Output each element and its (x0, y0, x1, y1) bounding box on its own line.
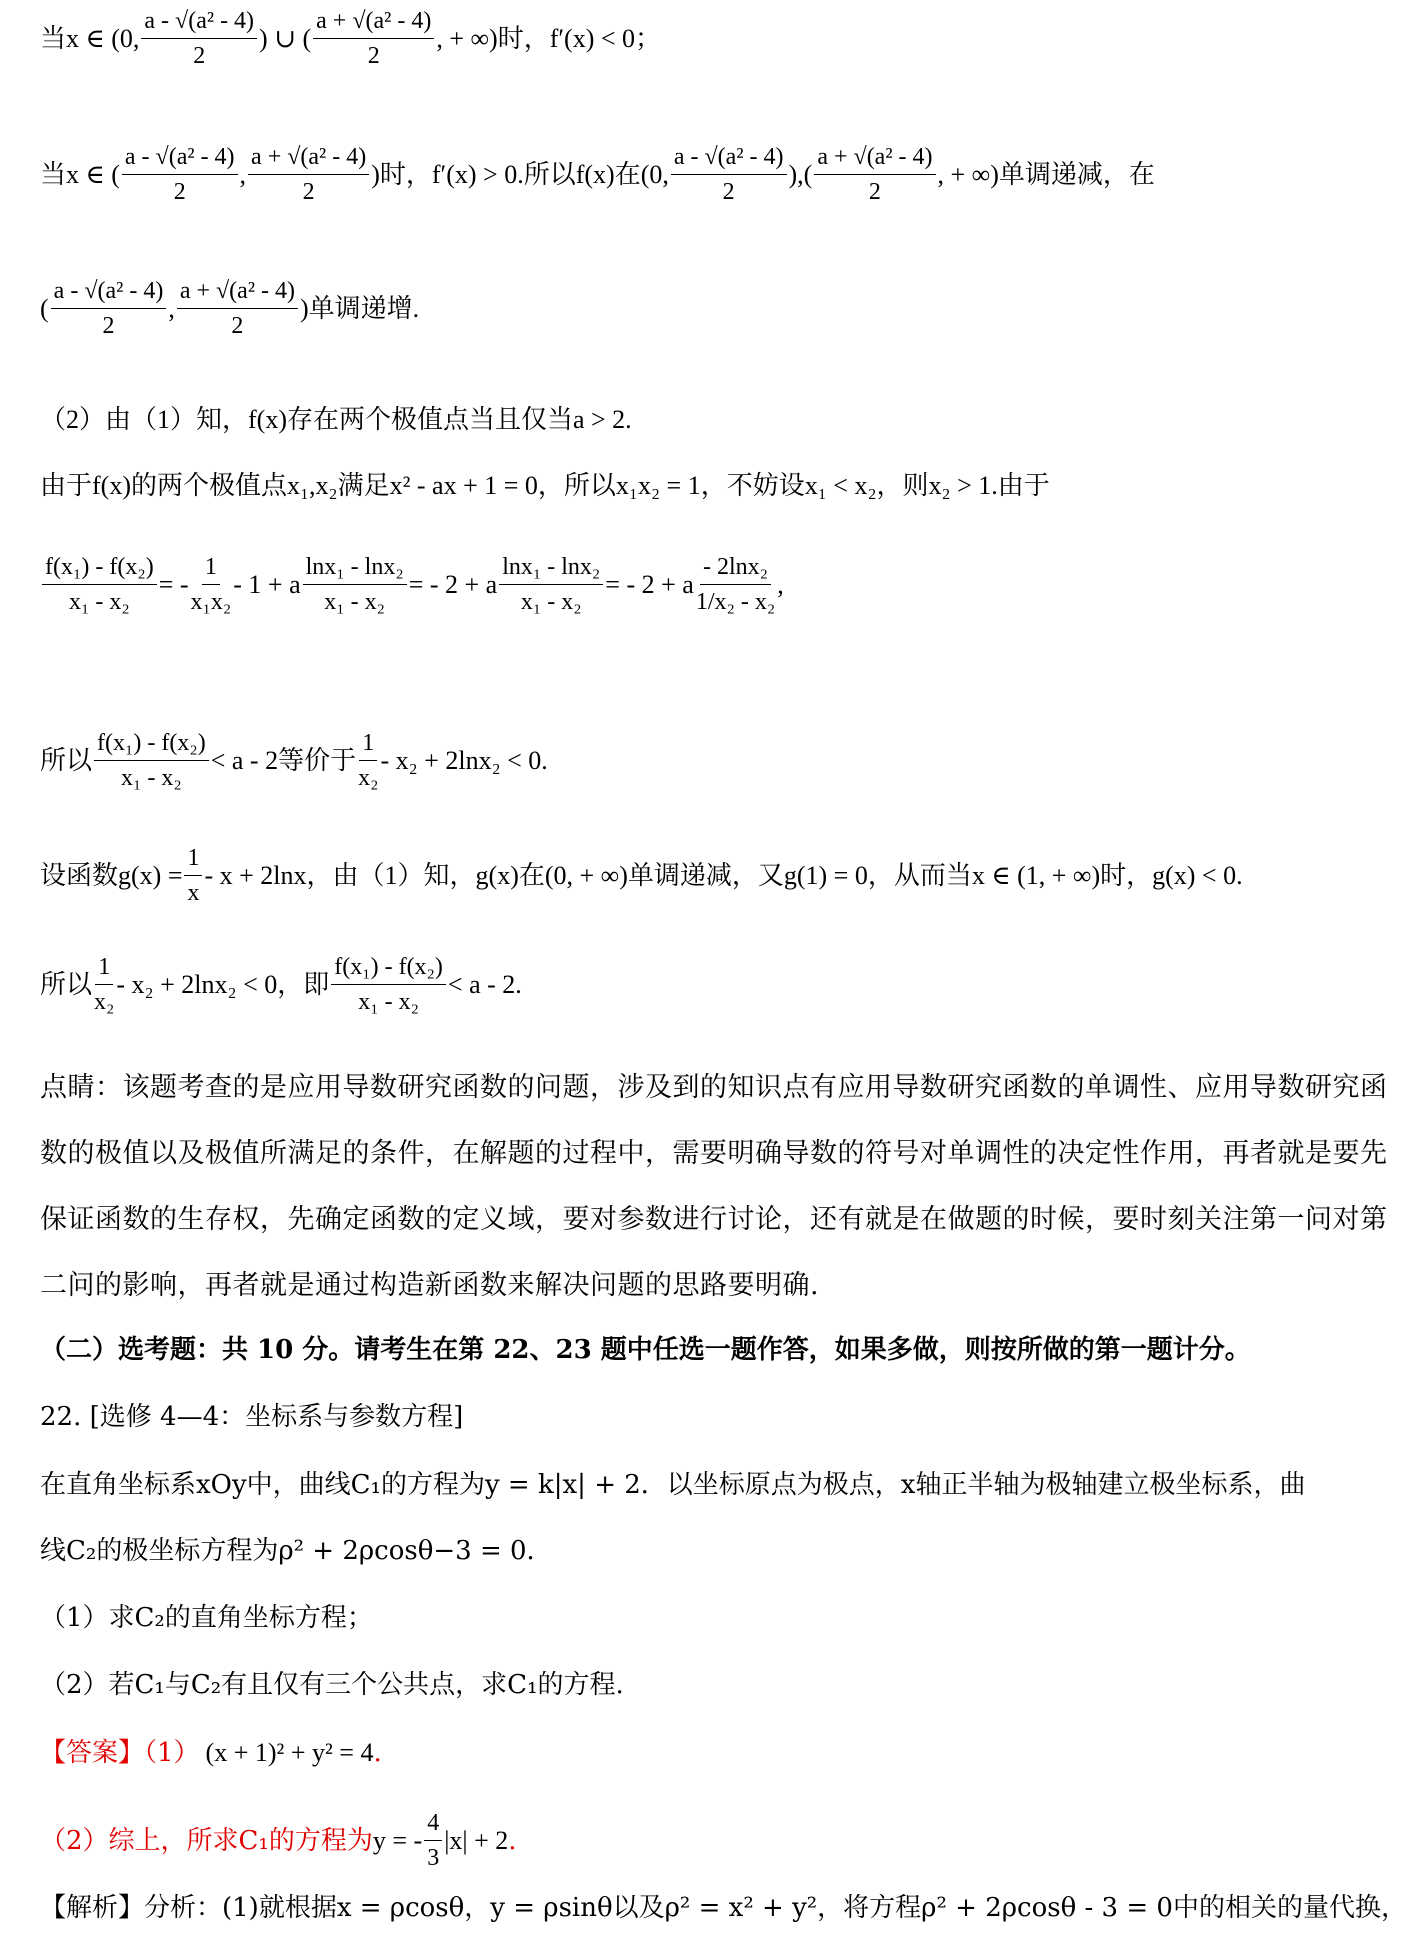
fraction-denominator: 2 (231, 313, 244, 339)
fraction-numerator: lnx₁ - lnx₂ (303, 552, 407, 585)
text: 线C₂的极坐标方程为ρ² + 2ρcosθ−3 = 0． (40, 1536, 553, 1566)
fraction (94, 952, 114, 1017)
fraction-denominator: x₂ (94, 989, 115, 1015)
answer-label: 【答案】（1） (40, 1738, 200, 1768)
text: . (508, 1825, 517, 1856)
question-title (40, 1400, 463, 1434)
fraction-numerator: a - √(a² - 4) (671, 142, 787, 175)
fraction (94, 728, 209, 793)
text: 在直角坐标系xOy中，曲线C₁的方程为y = k|x| + 2．以坐标原点为极点，x轴正半轴为极轴建立极坐标系，曲 (40, 1470, 1306, 1500)
text: （二）选考题：共 10 分。请考生在第 22、23 题中任选一题作答，如果多做，则按所做的第一题计分。 (40, 1335, 1251, 1365)
fraction-numerator: lnx₁ - lnx₂ (499, 552, 603, 585)
fraction-numerator: a + √(a² - 4) (248, 142, 369, 175)
fraction-numerator: 1 (202, 552, 220, 585)
fraction-numerator: 1 (184, 843, 202, 876)
fraction (671, 142, 787, 207)
fraction-denominator: 2 (302, 179, 315, 205)
line-09 (40, 952, 522, 1017)
text: 【解析】分析：(1)就根据x = ρcosθ，y = ρsinθ以及ρ² = x² + y²，将方程ρ² + 2ρcosθ - 3 = 0中的相关的量代换， (40, 1893, 1407, 1923)
line-03 (40, 276, 419, 341)
text: = - 2 + a (605, 569, 694, 599)
fraction (184, 843, 202, 908)
line-04 (40, 403, 632, 437)
text: （2）若C₁与C₂有且仅有三个公共点，求C₁的方程. (40, 1670, 624, 1700)
line-06 (40, 552, 784, 617)
fraction-numerator: 4 (424, 1808, 442, 1841)
fraction-numerator: a - √(a² - 4) (122, 142, 238, 175)
text: ( (40, 293, 49, 323)
fraction-numerator: a - √(a² - 4) (141, 6, 257, 39)
line-02 (40, 142, 1155, 207)
line-13 (40, 1468, 1305, 1502)
fraction (42, 552, 157, 617)
text: = - 2 + a (408, 569, 498, 599)
fraction (51, 276, 167, 341)
text: . (373, 1738, 382, 1768)
fraction-denominator: x₁ - x₂ (120, 765, 182, 791)
fraction-denominator: x₁ - x₂ (358, 989, 419, 1015)
text: 所以 (40, 745, 93, 775)
fraction (499, 552, 603, 617)
fraction-denominator: 2 (173, 179, 186, 205)
text: 所以 (40, 969, 93, 999)
line-05 (40, 469, 1050, 503)
fraction-denominator: 1/x₂ - x₂ (695, 589, 776, 615)
text: )单调递增. (300, 293, 420, 323)
line-15 (40, 1601, 373, 1635)
text: ),( (788, 159, 813, 189)
fraction (141, 6, 257, 71)
text: 由于f(x)的两个极值点x₁,x₂满足x² - ax + 1 = 0，所以x₁x₂ = 1，不妨设x₁ < x₂，则x₂ > 1.由于 (40, 471, 1050, 500)
answer-line (40, 1736, 382, 1770)
fraction (358, 728, 378, 793)
fraction-denominator: x₁ - x₂ (68, 589, 130, 615)
text: 设函数g(x) = (40, 860, 183, 890)
fraction-denominator: x₁ - x₂ (520, 589, 582, 615)
fraction-numerator: 1 (95, 952, 113, 985)
fraction (191, 552, 232, 617)
text: < a - 2. (447, 969, 522, 999)
text: 点睛：该题考查的是应用导数研究函数的问题，涉及到的知识点有应用导数研究函数的单调性、应用导数研究函数的极值以及极值所满足的条件，在解题的过程中，需要明确导数的符号对单调性的决定性作用，再者就是要先保证函数的生存权，先确定函数的定义域，要对参数进行讨论，还有就是在做题的时候，要时刻关注第一问对第二问的影响，再者就是通过构造新函数来解决问题的思路要明确. (40, 1072, 1388, 1301)
fraction-denominator: x (187, 880, 200, 906)
answer-line-2 (40, 1808, 517, 1873)
text: 22. [选修 4—4：坐标系与参数方程] (40, 1402, 464, 1432)
line-01 (40, 6, 661, 71)
text: 当x ∈ ( (40, 159, 120, 189)
fraction (303, 552, 407, 617)
fraction (424, 1808, 442, 1873)
text: （2）由（1）知，f(x)存在两个极值点当且仅当a > 2. (40, 405, 632, 434)
text: - x₂ + 2lnx₂ < 0. (380, 745, 548, 775)
fraction-numerator: 1 (359, 728, 377, 761)
fraction-denominator: x₁x₂ (190, 589, 232, 615)
text: - x₂ + 2lnx₂ < 0，即 (116, 969, 330, 999)
text: = - (158, 569, 189, 599)
line-16 (40, 1668, 624, 1702)
fraction-denominator: 2 (193, 43, 206, 69)
text: - 1 + a (233, 569, 301, 599)
fraction-denominator: x₂ (358, 765, 379, 791)
fraction-numerator: a - √(a² - 4) (51, 276, 167, 309)
text: |x| + 2 (444, 1825, 509, 1855)
text: , (239, 159, 247, 189)
fraction-numerator: a + √(a² - 4) (313, 6, 434, 39)
fraction-numerator: a + √(a² - 4) (177, 276, 298, 309)
fraction (313, 6, 434, 71)
text: , + ∞)单调递减，在 (937, 159, 1155, 189)
line-08 (40, 843, 1243, 908)
section-heading (40, 1333, 1251, 1367)
fraction-numerator: - 2lnx₂ (700, 552, 771, 585)
answer-formula: (x + 1)² + y² = 4 (205, 1738, 374, 1767)
text: )时，f′(x) > 0.所以f(x)在(0, (371, 159, 669, 189)
commentary-paragraph (40, 1055, 1390, 1319)
line-14 (40, 1534, 553, 1568)
fraction (122, 142, 238, 207)
fraction-numerator: f(x₁) - f(x₂) (42, 552, 157, 585)
fraction (696, 552, 775, 617)
text: , (777, 569, 784, 599)
fraction (814, 142, 935, 207)
fraction-denominator: 2 (722, 179, 735, 205)
analysis-line (40, 1891, 1407, 1925)
line-07 (40, 728, 548, 793)
text: ) ∪ ( (259, 23, 312, 53)
text: , (168, 293, 175, 323)
text: （2）综上，所求C₁的方程为 (40, 1825, 373, 1856)
fraction-numerator: f(x₁) - f(x₂) (331, 952, 446, 985)
fraction-denominator: 2 (868, 179, 881, 205)
fraction (177, 276, 298, 341)
text: - x + 2lnx，由（1）知，g(x)在(0, + ∞)单调递减，又g(1) = 0，从而当x ∈ (1, + ∞)时，g(x) < 0. (204, 860, 1243, 890)
fraction-numerator: f(x₁) - f(x₂) (94, 728, 209, 761)
text: y = - (372, 1825, 423, 1855)
fraction-denominator: x₁ - x₂ (324, 589, 386, 615)
fraction (248, 142, 369, 207)
text: 当x ∈ (0, (40, 23, 140, 53)
text: < a - 2等价于 (210, 745, 357, 775)
text: , + ∞)时，f′(x) < 0； (436, 23, 662, 53)
fraction-denominator: 2 (102, 313, 115, 339)
fraction (331, 952, 446, 1017)
fraction-denominator: 2 (367, 43, 380, 69)
fraction-denominator: 3 (427, 1845, 440, 1871)
text: （1）求C₂的直角坐标方程； (40, 1603, 373, 1633)
fraction-numerator: a + √(a² - 4) (814, 142, 935, 175)
